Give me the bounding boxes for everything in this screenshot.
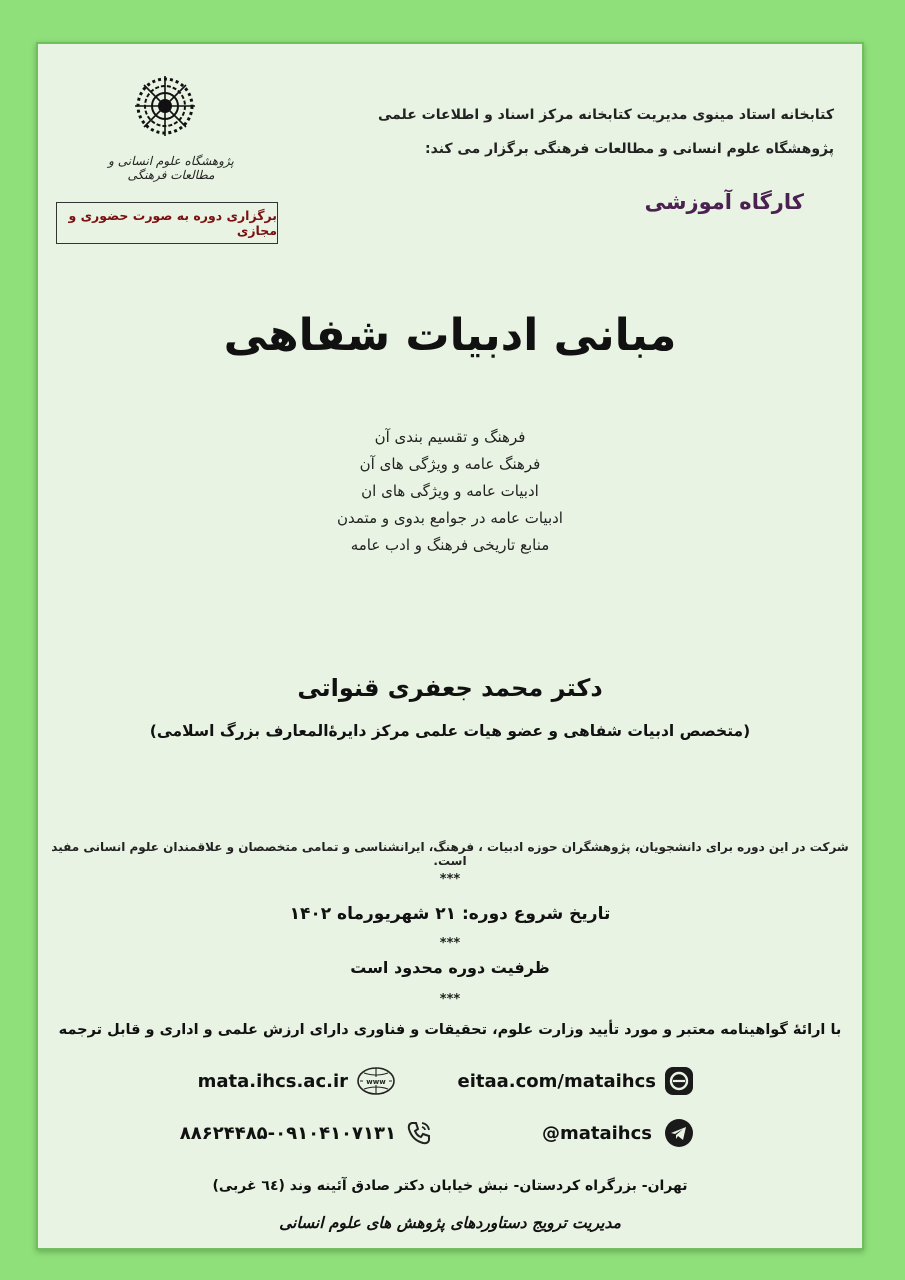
start-date: تاریخ شروع دوره: ۲۱ شهریورماه ۱۴۰۲ [289,904,611,924]
phone-icon [404,1118,434,1148]
svg-text:www: www [366,1078,386,1086]
certificate-note: با ارائۀ گواهینامه معتبر و مورد تأیید وزارت علوم، تحقیقات و فناوری دارای ارزش علمی و اداری و قابل ترجمه [58,1022,842,1038]
attendance-mode-box: برگزاری دوره به صورت حضوری و مجازی [56,202,278,244]
topic-item: ادبیات عامه و ویژگی های ان [361,482,539,500]
telegram-link[interactable] [542,1118,694,1148]
logo-caption: پژوهشگاه علوم انسانی و مطالعات فرهنگی [108,154,234,182]
topic-item: ادبیات عامه در جوامع بدوی و متمدن [337,509,563,527]
rosette-logo-icon [132,72,198,152]
eitaa-link-text: eitaa.com/mataihcs [457,1070,656,1092]
separator: *** [439,872,461,887]
organizer-line-2: پژوهشگاه علوم انسانی و مطالعات فرهنگی برگزار می کند: [425,141,834,157]
address: تهران- بزرگراه کردستان- نبش خیابان دکتر صادق آئینه وند (٦٤ غربی) [212,1178,688,1194]
topic-item: منابع تاریخی فرهنگ و ادب عامه [350,536,550,554]
capacity-note: ظرفیت دوره محدود است [350,958,550,977]
topic-item: فرهنگ و تقسیم بندی آن [374,428,526,446]
speaker-name: دکتر محمد جعفری قنواتی [297,674,603,702]
phone-contact[interactable] [180,1118,434,1148]
poster [36,42,864,1250]
organizer-line-1: کتابخانه استاد مینوی مدیریت کتابخانه مرکز اسناد و اطلاعات علمی [377,107,834,123]
topic-list [36,424,864,559]
page-title: مبانی ادبیات شفاهی [223,310,677,361]
eitaa-link[interactable] [457,1066,694,1096]
workshop-label: کارگاه آموزشی [644,190,804,214]
audience-note: شرکت در این دوره برای دانشجویان، پژوهشگران حوزه ادبیات ، فرهنگ، ایرانشناسی و تمامی متخصصان و علاقمندان علوم انسانی مفید است. [51,840,849,868]
phone-numbers: ۸۸۶۲۴۴۸۵-۰۹۱۰۴۱۰۷۱۳۱ [179,1122,396,1144]
organizer-text [274,98,834,166]
telegram-link-text: @mataihcs [541,1122,652,1144]
eitaa-icon [664,1066,694,1096]
topic-item: فرهنگ عامه و ویژگی های آن [359,455,541,473]
website-link-text: mata.ihcs.ac.ir [197,1070,348,1092]
telegram-icon [664,1118,694,1148]
separator: *** [439,992,461,1007]
separator: *** [439,936,461,951]
website-link[interactable] [198,1066,396,1096]
footer-text: مدیریت ترویج دستاوردهای پژوهش های علوم انسانی [279,1214,621,1232]
speaker-title: (متخصص ادبیات شفاهی و عضو هیات علمی مرکز دایرۀالمعارف بزرگ اسلامی) [149,722,751,740]
www-globe-icon [356,1066,396,1096]
